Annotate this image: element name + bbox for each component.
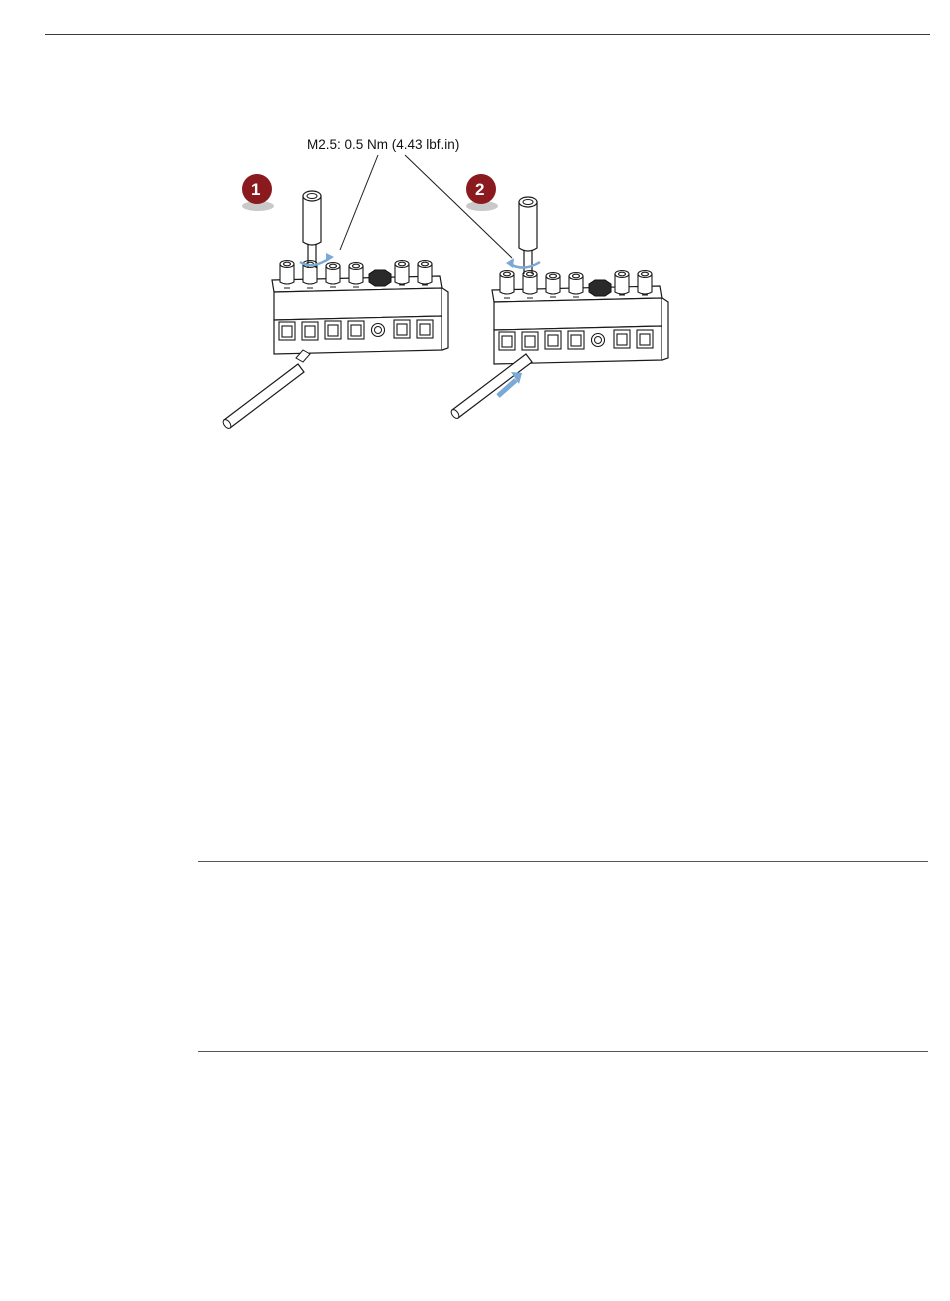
step-1-badge (242, 174, 274, 211)
screwdriver-1 (303, 191, 321, 268)
torque-spec-label: M2.5: 0.5 Nm (4.43 lbf.in) (307, 137, 460, 152)
screwdriver-2 (519, 197, 537, 274)
step-1-number: 1 (251, 180, 261, 199)
wire-1 (222, 364, 304, 430)
terminal-block-figure (0, 0, 950, 460)
section-rule-upper (198, 861, 928, 862)
rotate-arrow-icon-2 (510, 262, 540, 268)
step-2-badge (466, 174, 498, 211)
wire-2 (450, 354, 532, 420)
terminal-block-step-1 (222, 191, 448, 430)
terminal-block-step-2 (450, 197, 668, 420)
leader-line-1 (340, 155, 378, 250)
section-rule-lower (198, 1051, 928, 1052)
step-2-number: 2 (475, 180, 485, 199)
